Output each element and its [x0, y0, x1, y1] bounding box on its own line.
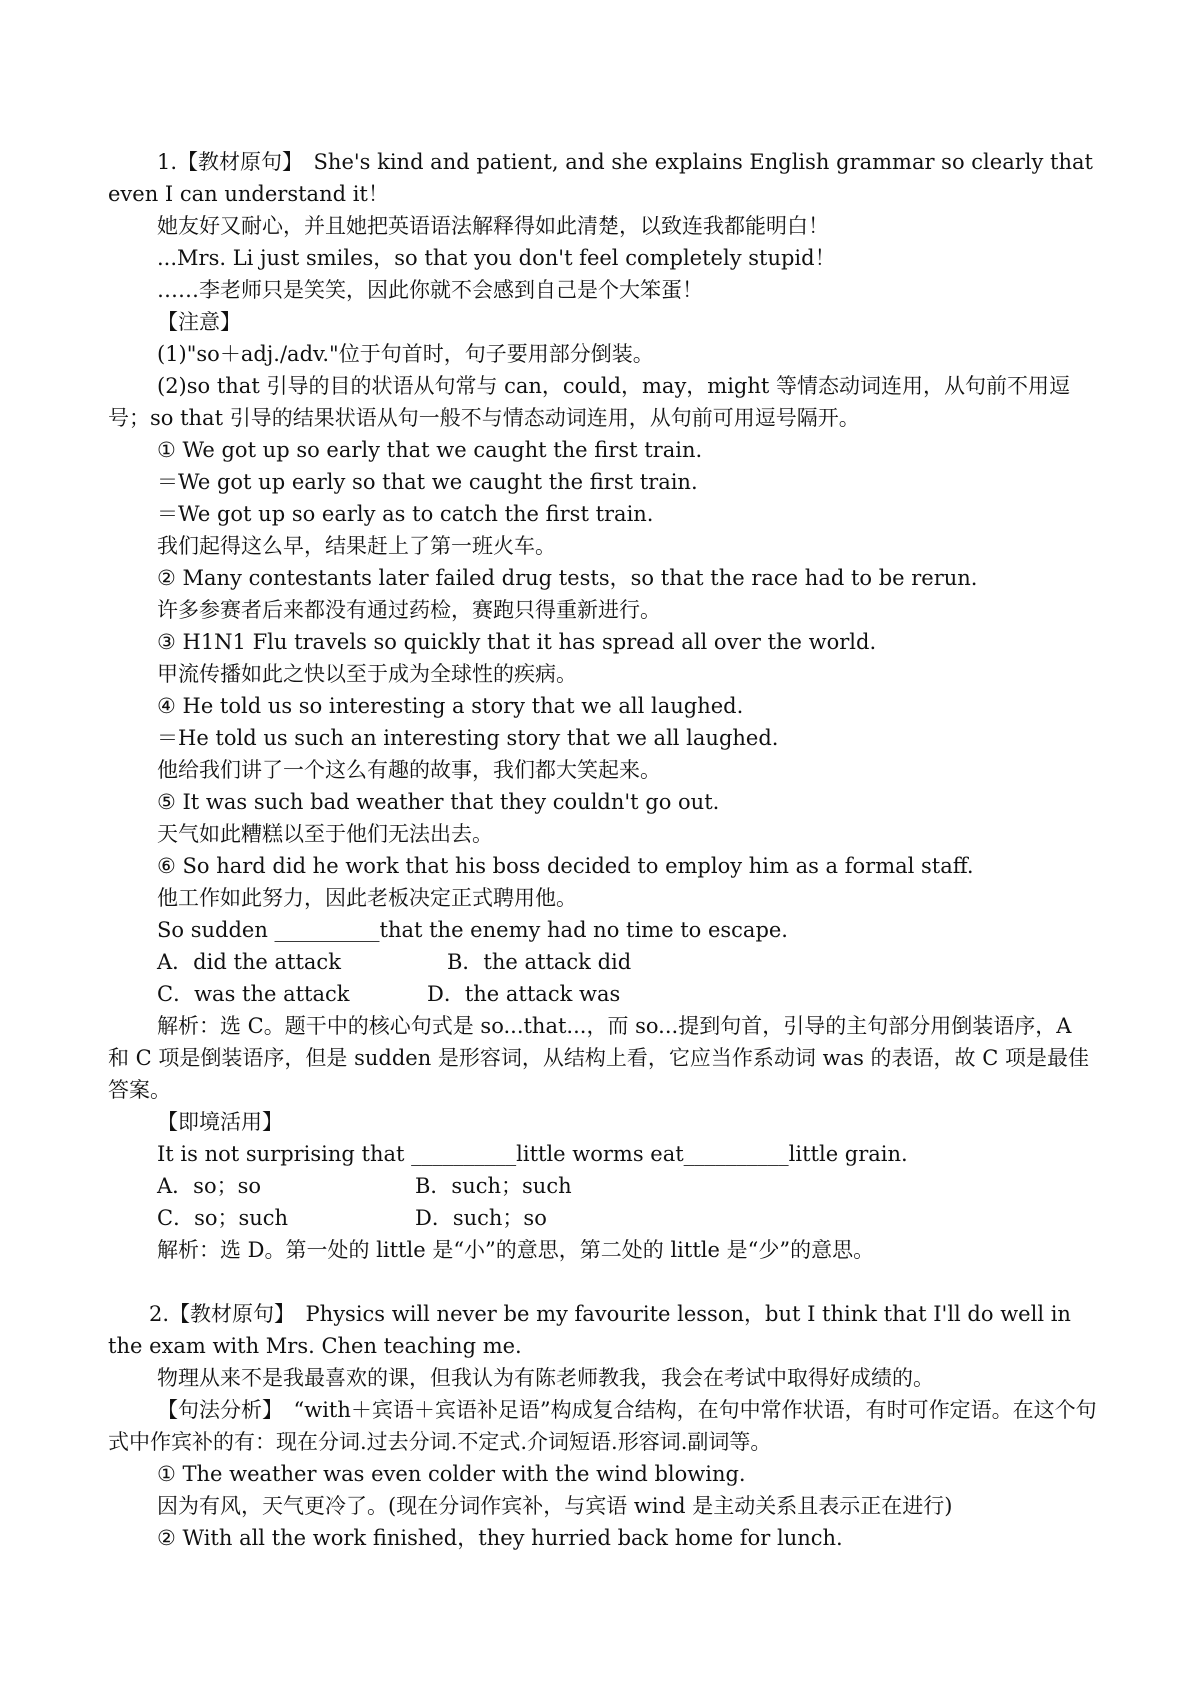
example-line: ＝We got up early so that we caught the first train. — [157, 470, 698, 494]
section2-heading: 2.【教材原句】 Physics will never be my favourite lesson，but I think that I'll do well in the exam with Mrs. Chen teaching me. — [108, 1302, 1071, 1358]
example-translation: 天气如此糟糕以至于他们无法出去。 — [157, 822, 493, 846]
question-stem: So sudden __________that the enemy had no time to escape. — [157, 918, 788, 942]
q1-options-row-1 — [108, 946, 1098, 978]
q1-option-d: D．the attack was — [427, 982, 621, 1006]
text-line: ...Mrs. Li just smiles，so that you don't feel completely stupid！ — [157, 246, 836, 270]
q1-option-c: C．was the attack — [157, 982, 350, 1006]
example-line: ＝We got up so early as to catch the first train. — [157, 502, 654, 526]
example-line: ① The weather was even colder with the wind blowing. — [157, 1462, 746, 1486]
q2-option-a: A．so；so — [157, 1174, 262, 1198]
text-line: (1)"so＋adj./adv."位于句首时，句子要用部分倒装。 — [157, 342, 654, 366]
example-translation: 因为有风，天气更冷了。(现在分词作宾补，与宾语 wind 是主动关系且表示正在进行) — [157, 1494, 953, 1518]
q1-option-a: A．did the attack — [157, 950, 341, 974]
q2-option-c: C．so；such — [157, 1206, 289, 1230]
q2-answer: 解析：选 D。第一处的 little 是“小”的意思，第二处的 little 是“少”的意思。 — [157, 1238, 875, 1262]
example-translation: 甲流传播如此之快以至于成为全球性的疾病。 — [157, 662, 577, 686]
text-line: 她友好又耐心，并且她把英语语法解释得如此清楚，以致连我都能明白！ — [157, 214, 829, 238]
q2-options-row-2 — [108, 1202, 1098, 1234]
section2-translation: 物理从来不是我最喜欢的课，但我认为有陈老师教我，我会在考试中取得好成绩的。 — [157, 1366, 934, 1390]
example-translation: 他工作如此努力，因此老板决定正式聘用他。 — [157, 886, 577, 910]
example-line: ④ He told us so interesting a story that we all laughed. — [157, 694, 744, 718]
text-line: (2)so that 引导的目的状语从句常与 can，could，may，might 等情态动词连用，从句前不用逗号；so that 引导的结果状语从句一般不与情态动词连用，从句前可用逗号隔开。 — [108, 374, 1071, 430]
example-line: ⑥ So hard did he work that his boss decided to employ him as a formal staff. — [157, 854, 974, 878]
section-spacer — [108, 1266, 1098, 1298]
example-translation: 他给我们讲了一个这么有趣的故事，我们都大笑起来。 — [157, 758, 661, 782]
question-stem: It is not surprising that __________little worms eat__________little grain. — [157, 1142, 908, 1166]
q1-answer: 解析：选 C。题干中的核心句式是 so...that...，而 so...提到句首，引导的主句部分用倒装语序，A 和 C 项是倒装语序，但是 sudden 是形容词，从结构上看，它应当作系动词 was 的表语，故 C 项是最佳答案。 — [108, 1014, 1089, 1102]
example-line: ＝He told us such an interesting story that we all laughed. — [157, 726, 779, 750]
example-line: ① We got up so early that we caught the first train. — [157, 438, 703, 462]
text-line: ……李老师只是笑笑，因此你就不会感到自己是个大笨蛋！ — [157, 278, 703, 302]
practice-title: 【即境活用】 — [157, 1110, 283, 1134]
q2-option-d: D．such；so — [415, 1206, 547, 1230]
example-translation: 我们起得这么早，结果赶上了第一班火车。 — [157, 534, 556, 558]
example-translation: 许多参赛者后来都没有通过药检，赛跑只得重新进行。 — [157, 598, 661, 622]
q2-option-b: B．such；such — [415, 1174, 572, 1198]
document-page — [108, 146, 1098, 1554]
note-title: 【注意】 — [157, 310, 241, 334]
q1-option-b: B．the attack did — [447, 950, 632, 974]
example-line: ③ H1N1 Flu travels so quickly that it has spread all over the world. — [157, 630, 877, 654]
q2-options-row-1 — [108, 1170, 1098, 1202]
example-line: ⑤ It was such bad weather that they couldn't go out. — [157, 790, 720, 814]
example-line: ② Many contestants later failed drug tests，so that the race had to be rerun. — [157, 566, 978, 590]
syntax-analysis: 【句法分析】 “with＋宾语＋宾语补足语”构成复合结构，在句中常作状语，有时可作定语。在这个句式中作宾补的有：现在分词.过去分词.不定式.介词短语.形容词.副词等。 — [108, 1398, 1097, 1454]
example-line: ② With all the work finished，they hurried back home for lunch. — [157, 1526, 843, 1550]
section1-heading: 1.【教材原句】 She's kind and patient, and she explains English grammar so clearly that even I can understand it！ — [108, 150, 1093, 206]
q1-options-row-2 — [108, 978, 1098, 1010]
